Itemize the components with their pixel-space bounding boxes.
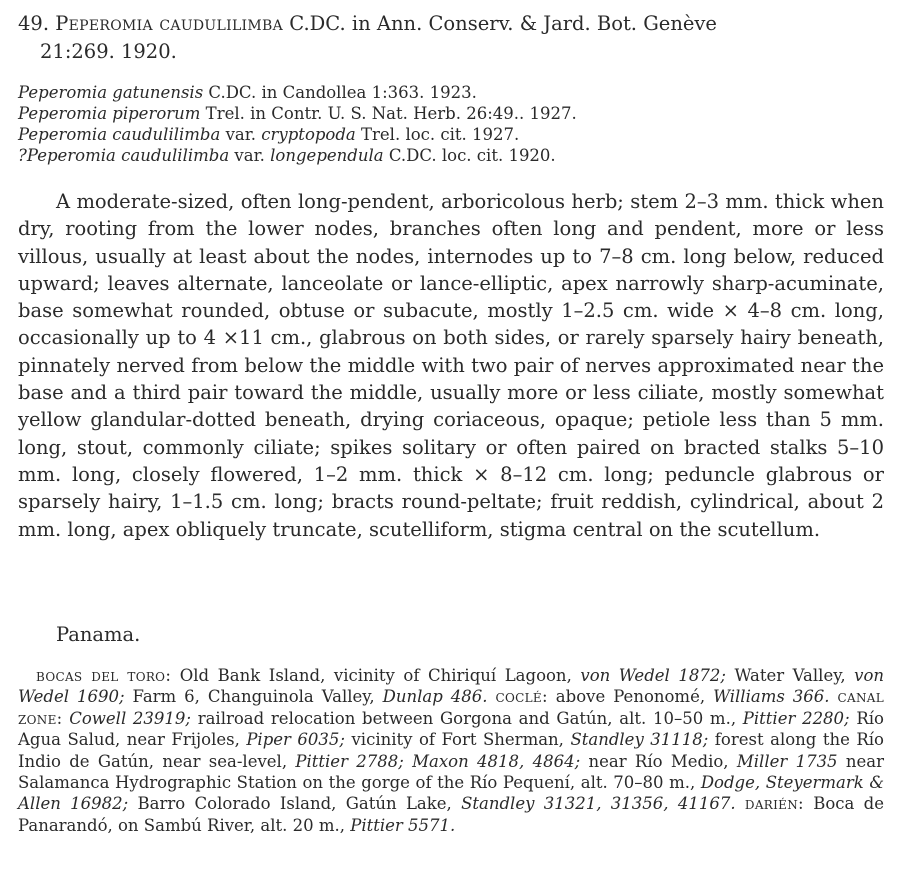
locality-text: near Salamanca Hydrographic Station on the gorge of the Río Pequení, alt. 70–80 m., xyxy=(18,751,884,793)
locality-text: Farm 6, Changuinola Valley, xyxy=(124,687,383,707)
locality-text xyxy=(488,687,496,706)
distribution-region: Panama. xyxy=(56,623,141,646)
synonym-name: ?Peperomia caudulilimba xyxy=(18,146,230,165)
province-name: coclé: xyxy=(495,687,548,707)
collector-citation: Standley 31321, 31356, 41167. xyxy=(461,794,736,814)
locality-text: railroad relocation between Gorgona and Gatún, alt. 10–50 m., xyxy=(190,708,743,728)
species-name: Peperomia caudulilimba xyxy=(55,12,284,35)
synonym-citation: Trel. in Contr. U. S. Nat. Herb. 26:49.. 1927. xyxy=(200,104,577,123)
locality-text: above Penonomé, xyxy=(547,687,714,707)
description-paragraph: A moderate-sized, often long-pendent, arboricolous herb; stem 2–3 mm. thick when dry, rooting from the lower nodes, branches often long and pendent, more or less villous, usually at least about the nodes, internodes up to 7–8 cm. long below, reduced upward; leaves alternate, lanceolate or lance-elliptic, apex narrowly sharp-acuminate, base somewhat rounded, obtuse or subacute, mostly 1–2.5 cm. wide × 4–8 cm. long, occasionally up to 4 ×11 cm., glabrous on both sides, or rarely sparsely hairy beneath, pinnately nerved from below the middle with two pair of nerves approximated near the base and a third pair toward the middle, usually more or less ciliate, mostly somewhat yellow glandular-dotted beneath, drying coriaceous, opaque; petiole less than 5 mm. long, stout, commonly ciliate; spikes solitary or often paired on bracted stalks 5–10 mm. long, closely flowered, 1–2 mm. thick × 8–12 cm. long; peduncle glabrous or sparsely hairy, 1–1.5 cm. long; bracts round-peltate; fruit reddish, cylindrical, about 2 mm. long, apex obliquely truncate, scutelliform, stigma central on the scutellum. xyxy=(18,190,884,541)
collector-citation: Piper 6035; xyxy=(246,730,345,750)
collector-citation: Standley 31118; xyxy=(570,730,709,750)
province-name: bocas del toro: xyxy=(36,666,172,685)
species-description xyxy=(18,188,884,543)
locality-text: Barro Colorado Island, Gatún Lake, xyxy=(128,794,462,814)
synonym-name: Peperomia piperorum xyxy=(18,104,201,123)
collector-citation: Pittier 2280; xyxy=(742,708,850,728)
synonym-citation: Trel. loc. cit. 1927. xyxy=(355,125,520,144)
synonym-line xyxy=(18,103,888,124)
synonym-name: Peperomia caudulilimba xyxy=(18,125,221,144)
synonym-line xyxy=(18,82,888,103)
species-number: 49. xyxy=(18,12,50,35)
locality-text: Old Bank Island, vicinity of Chiriquí Lagoon, xyxy=(171,666,581,685)
province-name: darién: xyxy=(744,794,804,814)
locality-text: Boca de Panarandó, on Sambú River, alt. 20 m., xyxy=(18,794,884,835)
collector-citation: von Wedel 1872; xyxy=(580,666,726,685)
collector-citation: Dodge, Steyermark & Allen 16982; xyxy=(18,773,885,814)
locality-text xyxy=(830,687,838,706)
specimen-paragraph xyxy=(18,665,884,836)
species-heading xyxy=(18,10,888,66)
locality-text: Río Agua Salud, near Frijoles, xyxy=(18,708,884,750)
synonym-line xyxy=(18,145,888,166)
locality-text: Water Valley, xyxy=(725,666,855,685)
collector-citation: Cowell 23919; xyxy=(69,708,191,728)
synonym-citation: C.DC. in Candollea 1:363. 1923. xyxy=(203,83,477,102)
locality-text: vicinity of Fort Sherman, xyxy=(344,730,571,750)
synonym-rank: var. xyxy=(220,125,262,144)
species-authority: C.DC. in Ann. Conserv. & Jard. Bot. Genève xyxy=(289,12,717,35)
province-name: canal zone: xyxy=(18,687,884,728)
locality-text xyxy=(736,794,745,813)
synonym-rank: var. xyxy=(229,146,271,165)
species-citation: 21:269. 1920. xyxy=(40,40,177,63)
collector-citation: Miller 1735 xyxy=(736,751,838,771)
synonym-variety: cryptopoda xyxy=(261,125,356,144)
locality-text: near Río Medio, xyxy=(580,751,737,771)
locality-text: forest along the Río Indio de Gatún, near sea-level, xyxy=(18,730,884,771)
synonym-citation: C.DC. loc. cit. 1920. xyxy=(383,146,556,165)
specimen-citations xyxy=(18,665,884,836)
synonym-list xyxy=(18,82,888,166)
collector-citation: Pittier 2788; Maxon 4818, 4864; xyxy=(295,751,581,771)
synonym-name: Peperomia gatunensis xyxy=(18,83,204,102)
synonym-line xyxy=(18,124,888,145)
collector-citation: Williams 366. xyxy=(713,687,830,707)
collector-citation: Pittier 5571. xyxy=(350,815,456,835)
collector-citation: von Wedel 1690; xyxy=(18,666,885,707)
synonym-variety: longependula xyxy=(270,146,384,165)
collector-citation: Dunlap 486. xyxy=(382,687,488,707)
